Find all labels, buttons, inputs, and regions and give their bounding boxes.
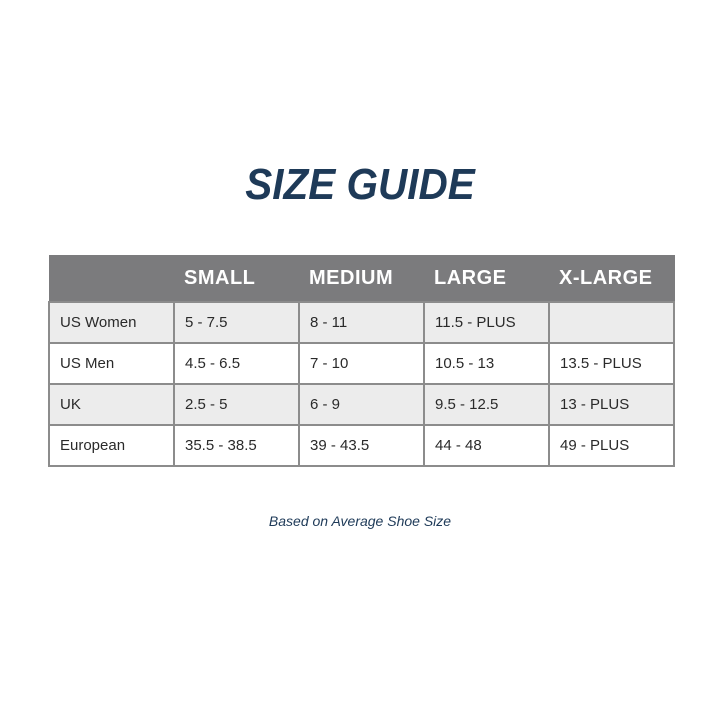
size-guide-table: [48, 255, 675, 467]
header-cell-large: LARGE: [424, 256, 549, 303]
table-cell: 8 - 11: [299, 302, 424, 343]
table-row: [49, 384, 674, 425]
table-cell: 4.5 - 6.5: [174, 343, 299, 384]
header-cell-small: SMALL: [174, 256, 299, 303]
row-label-european: European: [49, 425, 174, 466]
header-cell-medium: MEDIUM: [299, 256, 424, 303]
table-cell: 2.5 - 5: [174, 384, 299, 425]
header-cell-blank: [49, 256, 174, 303]
table-cell: 5 - 7.5: [174, 302, 299, 343]
table-cell: 35.5 - 38.5: [174, 425, 299, 466]
table-cell: 6 - 9: [299, 384, 424, 425]
table-cell: 11.5 - PLUS: [424, 302, 549, 343]
table-cell: 49 - PLUS: [549, 425, 674, 466]
table-header-row: [49, 256, 674, 303]
footnote: Based on Average Shoe Size: [268, 513, 452, 529]
table-row: [49, 343, 674, 384]
table-cell: 10.5 - 13: [424, 343, 549, 384]
header-cell-x-large: X-LARGE: [549, 256, 674, 303]
row-label-uk: UK: [49, 384, 174, 425]
table-cell: 9.5 - 12.5: [424, 384, 549, 425]
table-row: [49, 425, 674, 466]
table-cell: 13 - PLUS: [549, 384, 674, 425]
table-row: [49, 302, 674, 343]
row-label-us-women: US Women: [49, 302, 174, 343]
row-label-us-men: US Men: [49, 343, 174, 384]
page-title: SIZE GUIDE: [245, 160, 475, 209]
table-cell: 7 - 10: [299, 343, 424, 384]
table-cell: 39 - 43.5: [299, 425, 424, 466]
table-cell: 44 - 48: [424, 425, 549, 466]
table-cell: [549, 302, 674, 343]
table-cell: 13.5 - PLUS: [549, 343, 674, 384]
